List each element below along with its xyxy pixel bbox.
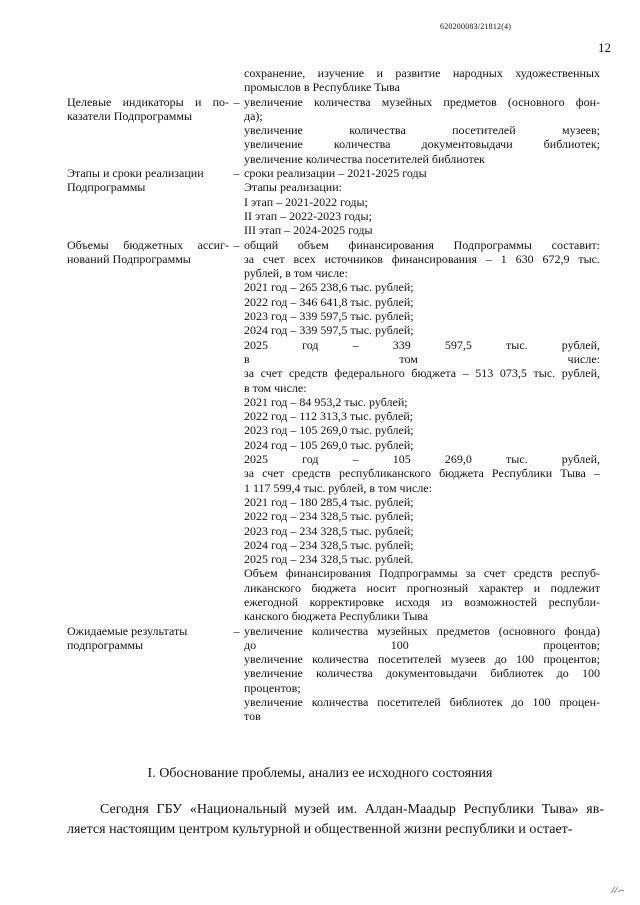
- value-line: 2024 год – 234 328,5 тыс. рублей;: [244, 537, 414, 552]
- value-line: 2021 год – 84 953,2 тыс. рублей;: [244, 394, 408, 409]
- value-line: за счет средств республиканского бюджета Республики Тыва –: [244, 466, 600, 481]
- document-code: 620200083/21812(4): [440, 22, 512, 31]
- value-line: рублей, в том числе:: [244, 266, 348, 281]
- value-line: процентов;: [244, 680, 301, 695]
- label-line: подпрограммы: [67, 637, 144, 652]
- body-paragraph: [67, 800, 604, 840]
- label-line: Этапы и сроки реализации: [67, 166, 204, 181]
- passport-row: [0, 238, 640, 624]
- passport-row-label: [0, 238, 229, 624]
- value-line: 2025 год – 339 597,5 тыс. рублей,: [244, 337, 600, 352]
- passport-row-label: [0, 66, 229, 95]
- passport-row-label: [0, 624, 229, 724]
- passport-row-value: [244, 238, 600, 624]
- label-line: Подпрограммы: [67, 180, 146, 195]
- value-line: увеличение количества посетителей библиотек: [244, 151, 485, 166]
- label-line: Объемы бюджетных ассиг-: [67, 237, 229, 252]
- passport-row-value: [244, 624, 600, 724]
- passport-row-label: [0, 95, 229, 166]
- value-line: увеличение количества посетителей библиотек до 100 процен-: [244, 695, 600, 710]
- value-line: тов: [244, 709, 261, 724]
- passport-row: [0, 624, 640, 724]
- value-line: Объем финансирования Подпрограммы за счет средств респуб-: [244, 566, 600, 581]
- value-line: I этап – 2021-2022 годы;: [244, 194, 368, 209]
- passport-row-dash: –: [233, 166, 240, 181]
- passport-row: [0, 166, 640, 237]
- value-line: Этапы реализации:: [244, 180, 342, 195]
- value-line: увеличение количества посетителей музеев;: [244, 123, 600, 138]
- handwritten-mark: [610, 885, 626, 895]
- passport-row-dash: [229, 66, 244, 95]
- value-line: увеличение количества документовыдачи библиотек;: [244, 137, 600, 152]
- passport-table: [0, 66, 640, 724]
- value-line: канского бюджета Республики Тыва: [244, 609, 429, 624]
- passport-row-value: [244, 95, 600, 166]
- value-line: II этап – 2022-2023 годы;: [244, 208, 372, 223]
- label-line: нований Подпрограммы: [67, 251, 191, 266]
- value-line: за счет средств федерального бюджета – 513 073,5 тыс. рублей,: [244, 366, 600, 381]
- value-line: 1 117 599,4 тыс. рублей, в том числе:: [244, 480, 432, 495]
- value-line: 2023 год – 105 269,0 тыс. рублей;: [244, 423, 414, 438]
- passport-row: [0, 95, 640, 166]
- value-line: 2024 год – 105 269,0 тыс. рублей;: [244, 437, 414, 452]
- value-line: 2022 год – 112 313,3 тыс. рублей;: [244, 409, 414, 424]
- label-line: Ожидаемые результаты: [67, 623, 188, 638]
- value-line: в том числе:: [244, 351, 600, 366]
- value-line: ежегодной корректировке исходя из возможностей республи-: [244, 594, 600, 609]
- value-line: увеличение количества музейных предметов (основного фон-: [244, 94, 600, 109]
- passport-row: [0, 66, 640, 95]
- paragraph-line: Сегодня ГБУ «Национальный музей им. Алдан-Маадыр Республики Тыва» яв-: [100, 802, 604, 817]
- paragraph-line: ляется настоящим центром культурной и общественной жизни республики и остает-: [67, 822, 573, 837]
- label-line: казатели Подпрограммы: [67, 108, 193, 123]
- value-line: увеличение количества посетителей музеев до 100 процентов;: [244, 652, 600, 667]
- value-line: за счет всех источников финансирования – 1 630 672,9 тыс.: [244, 251, 600, 266]
- passport-row-label: [0, 166, 229, 237]
- value-line: сроки реализации – 2021-2025 годы: [244, 166, 427, 181]
- value-line: 2023 год – 339 597,5 тыс. рублей;: [244, 309, 414, 324]
- value-line: в том числе:: [244, 380, 307, 395]
- value-line: 2024 год – 339 597,5 тыс. рублей;: [244, 323, 414, 338]
- value-line: да);: [244, 108, 263, 123]
- value-line: 2025 год – 105 269,0 тыс. рублей,: [244, 452, 600, 467]
- value-line: до 100 процентов;: [244, 637, 600, 652]
- value-line: 2021 год – 265 238,6 тыс. рублей;: [244, 280, 414, 295]
- value-line: сохранение, изучение и развитие народных художественных: [244, 66, 600, 80]
- page-number: 12: [598, 40, 611, 55]
- value-line: 2023 год – 234 328,5 тыс. рублей;: [244, 523, 414, 538]
- value-line: 2025 год – 234 328,5 тыс. рублей.: [244, 552, 414, 567]
- passport-row-dash: –: [233, 237, 240, 252]
- value-line: общий объем финансирования Подпрограммы составит:: [244, 237, 600, 252]
- value-line: 2022 год – 234 328,5 тыс. рублей;: [244, 509, 414, 524]
- passport-row-value: [244, 66, 600, 95]
- passport-row-dash: –: [233, 94, 240, 109]
- passport-row-dash: –: [233, 623, 240, 638]
- section-title: I. Обоснование проблемы, анализ ее исходного состояния: [147, 766, 493, 781]
- label-line: Целевые индикаторы и по-: [67, 94, 229, 109]
- value-line: промыслов в Республике Тыва: [244, 80, 400, 95]
- value-line: 2021 год – 180 285,4 тыс. рублей;: [244, 494, 414, 509]
- value-line: III этап – 2024-2025 годы: [244, 223, 373, 238]
- value-line: увеличение количества музейных предметов (основного фонда): [244, 623, 600, 638]
- value-line: 2022 год – 346 641,8 тыс. рублей;: [244, 294, 414, 309]
- value-line: ликанского бюджета носит прогнозный характер и подлежит: [244, 580, 600, 595]
- value-line: увеличение количества документовыдачи библиотек до 100: [244, 666, 600, 681]
- passport-row-value: [244, 166, 600, 237]
